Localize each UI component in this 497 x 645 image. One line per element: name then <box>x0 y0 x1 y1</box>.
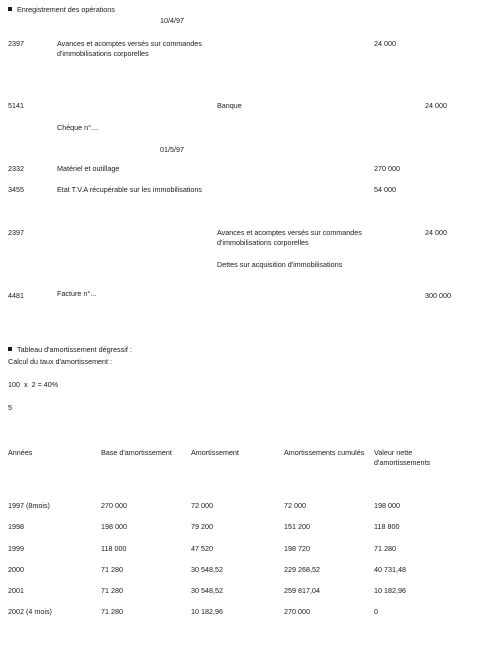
cell-year: 2002 (4 mois) <box>8 607 52 616</box>
entry2-credit-account-2: 4481 <box>8 291 24 300</box>
cell-net: 198 000 <box>374 501 400 510</box>
entry2-credit-label-2: Dettes sur acquisition d'immobilisations <box>217 260 343 269</box>
bullet-icon <box>8 7 12 11</box>
cell-cumulative: 198 720 <box>284 544 310 553</box>
entry2-date: 01/5/97 <box>160 145 184 154</box>
rate-denominator: 5 <box>8 403 12 412</box>
cell-amortization: 72 000 <box>191 501 213 510</box>
entry1-debit-account: 2397 <box>8 39 24 48</box>
amortization-heading-text: Tableau d'amortissement dégressif : <box>17 345 132 354</box>
cell-net: 10 182,96 <box>374 586 406 595</box>
col-header-net-a: Valeur nette <box>374 448 413 457</box>
entry1-note: Chèque n°.... <box>57 123 100 132</box>
entry1-debit-amount: 24 000 <box>374 39 396 48</box>
entry2-debit-account-2: 3455 <box>8 185 24 194</box>
cell-net: 118 800 <box>374 522 400 531</box>
entry1-debit-label-b: d'immobilisations corporelles <box>57 49 149 58</box>
entry1-credit-amount: 24 000 <box>425 101 447 110</box>
cell-base: 71 280 <box>101 586 123 595</box>
cell-base: 270 000 <box>101 501 127 510</box>
cell-year: 1997 (8mois) <box>8 501 50 510</box>
rate-label: Calcul du taux d'amortissement : <box>8 357 113 366</box>
bullet-icon <box>8 347 12 351</box>
entry2-debit-label-1: Matériel et outillage <box>57 164 120 173</box>
col-header-amortization: Amortissement <box>191 448 239 457</box>
cell-amortization: 47 520 <box>191 544 213 553</box>
cell-base: 198 000 <box>101 522 127 531</box>
amortization-heading <box>8 345 132 355</box>
cell-net: 0 <box>374 607 378 616</box>
entry1-debit-label-a: Avances et acomptes versés sur commandes <box>57 39 202 48</box>
entry2-debit-amount-1: 270 000 <box>374 164 400 173</box>
cell-cumulative: 259 817,04 <box>284 586 320 595</box>
rate-formula: 100 x 2 = 40% <box>8 380 59 389</box>
col-header-cumulative: Amortissements cumulés <box>284 448 365 457</box>
entry1-credit-label: Banque <box>217 101 242 110</box>
entry2-note: Facture n°... <box>57 289 97 298</box>
cell-base: 71 280 <box>101 607 123 616</box>
cell-year: 1998 <box>8 522 24 531</box>
cell-cumulative: 270 000 <box>284 607 310 616</box>
cell-cumulative: 72 000 <box>284 501 306 510</box>
entry2-debit-label-2: Etat T.V.A récupérable sur les immobilisations <box>57 185 203 194</box>
journal-heading-text: Enregistrement des opérations <box>17 5 115 14</box>
cell-amortization: 30 548,52 <box>191 565 223 574</box>
cell-cumulative: 229 268,52 <box>284 565 320 574</box>
cell-base: 118 000 <box>101 544 127 553</box>
cell-year: 1999 <box>8 544 24 553</box>
cell-base: 71 280 <box>101 565 123 574</box>
cell-cumulative: 151 200 <box>284 522 310 531</box>
cell-year: 2001 <box>8 586 24 595</box>
entry2-credit-label-1b: d'immobilisations corporelles <box>217 238 309 247</box>
cell-amortization: 79 200 <box>191 522 213 531</box>
entry2-credit-amount-2: 300 000 <box>425 291 451 300</box>
entry1-credit-account: 5141 <box>8 101 24 110</box>
entry2-debit-account-1: 2332 <box>8 164 24 173</box>
entry2-credit-account-1: 2397 <box>8 228 24 237</box>
entry2-credit-label-1a: Avances et acomptes versés sur commandes <box>217 228 362 237</box>
cell-amortization: 30 548,52 <box>191 586 223 595</box>
entry2-debit-amount-2: 54 000 <box>374 185 396 194</box>
entry2-credit-amount-1: 24 000 <box>425 228 447 237</box>
cell-amortization: 10 182,96 <box>191 607 223 616</box>
cell-net: 71 280 <box>374 544 396 553</box>
cell-net: 40 731,48 <box>374 565 406 574</box>
journal-heading <box>8 5 115 15</box>
col-header-base: Base d'amortissement <box>101 448 172 457</box>
entry1-date: 10/4/97 <box>160 16 184 25</box>
col-header-net-b: d'amortissements <box>374 458 431 467</box>
col-header-year: Années <box>8 448 33 457</box>
cell-year: 2000 <box>8 565 24 574</box>
